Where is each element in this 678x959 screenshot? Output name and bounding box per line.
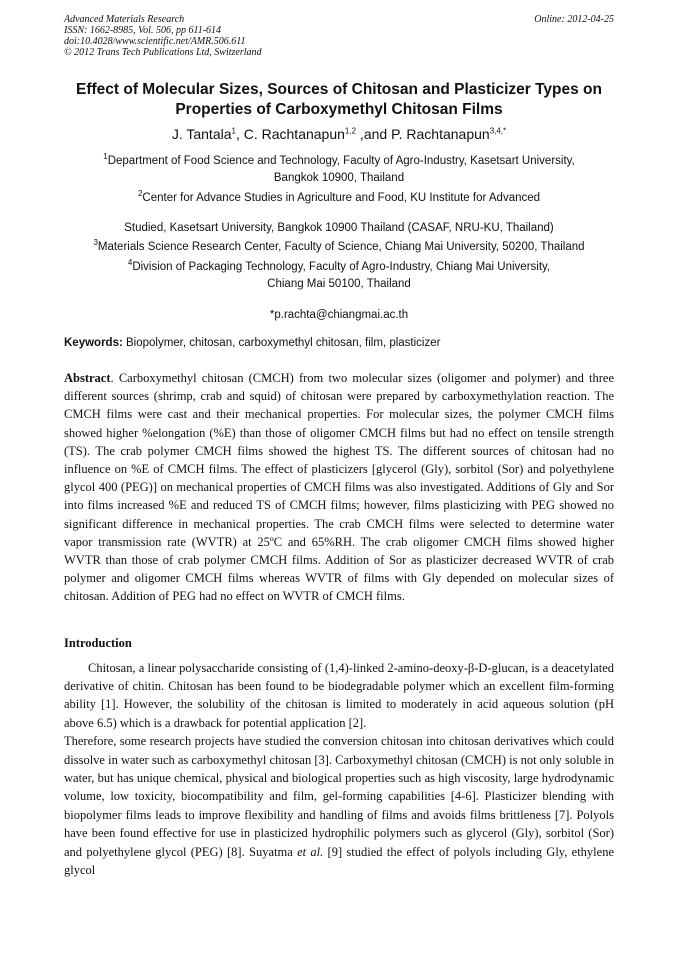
title-line-2: Properties of Carboxymethyl Chitosan Films [175, 101, 503, 118]
affiliation-1 [64, 153, 614, 187]
affiliations [64, 153, 614, 293]
author-3: ,and P. Rachtanapun [356, 126, 490, 142]
keywords-label: Keywords: [64, 337, 123, 349]
affiliation-2-cont [64, 220, 614, 237]
author-1-affil: 1 [231, 126, 236, 136]
author-2-affil: 1,2 [344, 126, 357, 136]
issn-line: ISSN: 1662-8985, Vol. 506, pp 611-614 [64, 25, 222, 36]
author-1: J. Tantala [171, 126, 232, 142]
affiliation-4 [64, 259, 614, 293]
online-date: Online: 2012-04-25 [534, 14, 614, 25]
affiliation-3-number: 3 [93, 238, 98, 248]
affiliation-2 [64, 190, 614, 207]
affiliation-4-number: 4 [127, 258, 133, 268]
copyright-line: © 2012 Trans Tech Publications Ltd, Switzerland [64, 47, 262, 58]
affiliation-4-line-1: Division of Packaging Technology, Faculty of Agro-Industry, Chiang Mai University, [132, 261, 551, 273]
running-head [64, 14, 614, 58]
affiliation-1-line-2: Bangkok 10900, Thailand [273, 172, 405, 184]
intro-paragraph-2-part-a: Therefore, some research projects have studied the conversion chitosan into chitosan derivatives which could dissolve in water such as carboxymethyl chitosan [3]. Carboxymethyl chitosan (CMCH) is not only soluble in water, but has unique chemical, physical and biological properties such as high viscosity, large hydrodynamic volume, low toxicity, biocompatibility and film, gel-forming capabilities [4-6]. Plasticizer blending with biopolymer films leads to improve flexibility and handling of films and avoids films brittleness [7]. Polyols have been found effective for use in plasticized hydrophilic polymers such as glycerol (Gly), sorbitol (Sor) and polyethylene glycol (PEG) [8]. Suyatma [64, 734, 614, 859]
author-2: , C. Rachtanapun [235, 126, 345, 142]
intro-paragraph-2-part-b: [9] studied the effect of polyols including Gly, ethylene glycol [64, 844, 614, 878]
author-3-affil: 3,4,* [489, 126, 507, 136]
abstract-label: Abstract [64, 371, 111, 385]
introduction-body [64, 659, 614, 880]
affiliation-2-line-2: Studied, Kasetsart University, Bangkok 10900 Thailand (CASAF, NRU-KU, Thailand) [124, 222, 554, 234]
affiliation-4-line-2: Chiang Mai 50100, Thailand [267, 278, 411, 290]
affiliation-3 [64, 239, 614, 256]
journal-name: Advanced Materials Research [64, 14, 185, 25]
affiliation-2-line-1: Center for Advance Studies in Agriculture and Food, KU Institute for Advanced [142, 192, 541, 204]
corresponding-email: *p.rachta@chiangmai.ac.th [269, 309, 409, 321]
intro-paragraph-2-emphasis: et al. [297, 844, 324, 859]
keywords [64, 337, 614, 349]
abstract [64, 369, 614, 606]
keywords-text: Biopolymer, chitosan, carboxymethyl chitosan, film, plasticizer [122, 337, 441, 349]
paper-title [64, 80, 614, 120]
doi-line: doi:10.4028/www.scientific.net/AMR.506.611 [64, 36, 246, 47]
affiliation-2-number: 2 [137, 189, 143, 199]
introduction-heading: Introduction [64, 635, 132, 650]
author-list [64, 125, 614, 143]
affiliation-1-line-1: Department of Food Science and Technology, Faculty of Agro-Industry, Kasetsart University, [107, 155, 575, 167]
intro-paragraph-1: Chitosan, a linear polysaccharide consisting of (1,4)-linked 2-amino-deoxy-β-D-glucan, is a deacetylated derivative of chitin. Chitosan has been found to be biodegradable polymer which an excellent film-forming ability [1]. However, the solubility of the chitosan is limited to moderately in acid aqueous solution (pH above 6.5) which is a drawback for potential application [2]. [64, 660, 614, 730]
affiliation-3-line-1: Materials Science Research Center, Faculty of Science, Chiang Mai University, 50200, Thailand [97, 241, 585, 253]
abstract-text: . Carboxymethyl chitosan (CMCH) from two molecular sizes (oligomer and polymer) and three different sources (shrimp, crab and squid) of chitosan were prepared by carboxymethylation reaction. The CMCH films were cast and their mechanical properties. For molecular sizes, the polymer CMCH films showed higher %elongation (%E) than those of oligomer CMCH films but had no effect on tensile strength (TS). The crab polymer CMCH films showed the highest TS. The different sources of chitosan had no influence on %E of CMCH films. The effect of plasticizers [glycerol (Gly), sorbitol (Sor) and polyethylene glycol 400 (PEG)] on mechanical properties of CMCH films was also investigated. Additions of Gly and Sor into films increased %E and reduced TS of CMCH films; however, films plasticizing with PEG showed no significant difference in mechanical properties. The crab CMCH films were selected to determine water vapor transmission rate (WVTR) at 25ºC and 65%RH. The crab oligomer CMCH films showed higher WVTR than those of crab polymer CMCH films. Addition of Sor as plasticizer decreased WVTR of crab polymer and oligomer CMCH films whereas WVTR of films with Gly depended on molecular sizes of chitosan. Addition of PEG had no effect on WVTR of CMCH films. [64, 371, 614, 604]
affiliation-1-number: 1 [103, 152, 108, 162]
intro-paragraph-2 [64, 732, 614, 879]
title-line-1: Effect of Molecular Sizes, Sources of Chitosan and Plasticizer Types on [76, 81, 602, 98]
